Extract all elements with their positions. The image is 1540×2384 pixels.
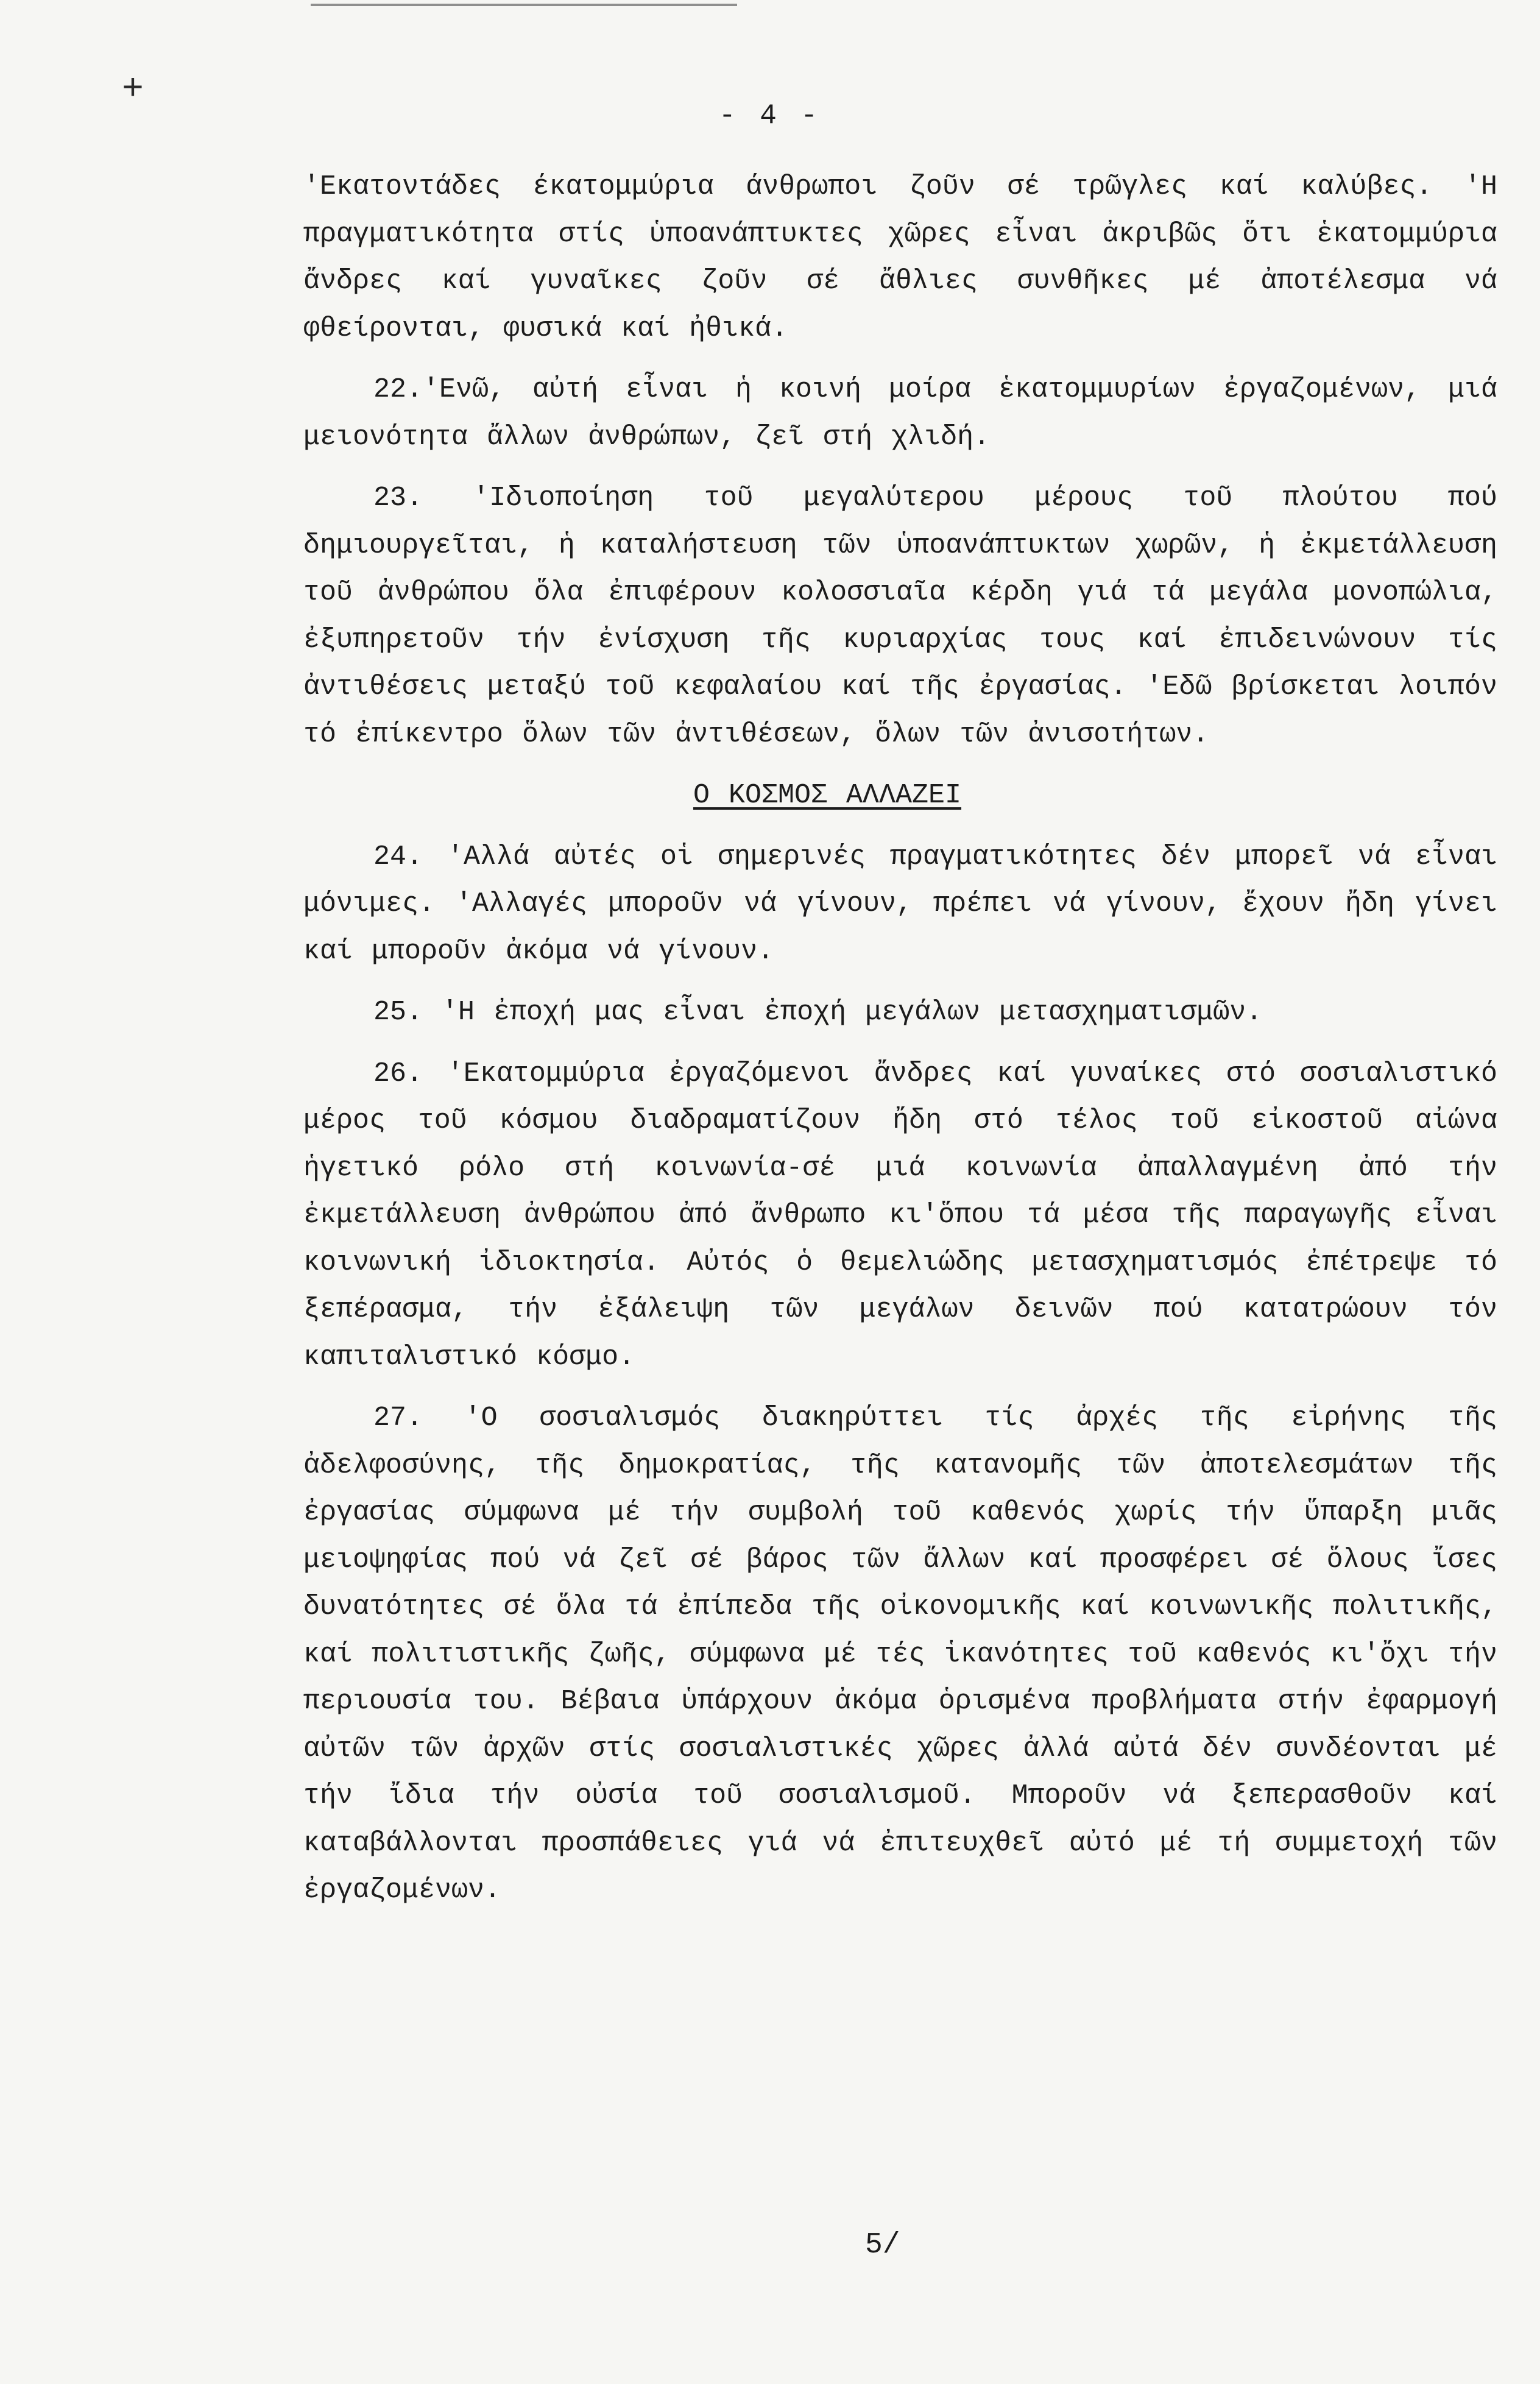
paragraph-23: 23. 'Ιδιοποίηση τοῦ μεγαλύτερου μέρους τοῦ πλούτου πού δημιουργεῖται, ἡ καταλήστευση τῶν ὑποανάπτυκτων χωρῶν, ἡ ἐκμετάλλευση τοῦ ἀνθρώπου ὅλα ἐπιφέρουν κολοσσιαῖα κέρδη γιά τά μεγάλα μονοπώλια, ἐξυπηρετοῦν τήν ἐνίσχυση τῆς κυριαρχίας τους καί ἐπιδεινώνουν τίς ἀντιθέσεις μεταξύ τοῦ κεφαλαίου καί τῆς ἐργασίας. 'Εδῶ βρίσκεται λοιπόν τό ἐπίκεντρο ὅλων τῶν ἀντιθέσεων, ὅλων τῶν ἀνισοτήτων.: [303, 483, 1497, 750]
top-rule-divider: [311, 4, 737, 6]
section-heading: Ο ΚΟΣΜΟΣ ΑΛΛΑΖΕΙ: [693, 780, 962, 811]
paragraph-26: 26. 'Εκατομμύρια ἐργαζόμενοι ἄνδρες καί γυναίκες στό σοσιαλιστικό μέρος τοῦ κόσμου διαδραματίζουν ἤδη στό τέλος τοῦ εἰκοστοῦ αἰώνα ἡγετικό ρόλο στή κοινωνία-σέ μιά κοινωνία ἀπαλλαγμένη ἀπό τήν ἐκμετάλλευση ἀνθρώπου ἀπό ἄνθρωπο κι'ὅπου τά μέσα τῆς παραγωγῆς εἶναι κοινωνική ἰδιοκτησία. Αὐτός ὁ θεμελιώδης μετασχηματισμός ἐπέτρεψε τό ξεπέρασμα, τήν ἐξάλειψη τῶν μεγάλων δεινῶν πού κατατρώουν τόν καπιταλιστικό κόσμο.: [303, 1058, 1497, 1373]
page-number: - 4 -: [719, 100, 822, 132]
paragraph-intro: 'Εκατοντάδες έκατομμύρια άνθρωποι ζοῦν σέ τρῶγλες καί καλύβες. 'Η πραγματικότητα στίς ὑποανάπτυκτες χῶρες εἶναι ἀκριβῶς ὅτι ἑκατομμύρια ἄνδρες καί γυναῖκες ζοῦν σέ ἄθλιες συνθῆκες μέ ἀποτέλεσμα νά φθείρονται, φυσικά καί ἠθικά.: [303, 171, 1497, 344]
next-page-marker: 5/: [865, 2229, 900, 2262]
document-body: [303, 163, 1497, 1928]
paragraph-24: 24. 'Αλλά αὐτές οἱ σημερινές πραγματικότητες δέν μπορεῖ νά εἶναι μόνιμες. 'Αλλαγές μποροῦν νά γίνουν, πρέπει νά γίνουν, ἔχουν ἤδη γίνει καί μποροῦν ἀκόμα νά γίνουν.: [303, 841, 1497, 967]
paragraph-25: 25. 'Η ἐποχή μας εἶναι ἐποχή μεγάλων μετασχηματισμῶν.: [373, 997, 1263, 1028]
paragraph-22: 22.'Ενῶ, αὐτή εἶναι ἡ κοινή μοίρα ἑκατομμυρίων ἐργαζομένων, μιά μειονότητα ἄλλων ἀνθρώπων, ζεῖ στή χλιδή.: [303, 374, 1497, 453]
paragraph-27: 27. 'Ο σοσιαλισμός διακηρύττει τίς ἀρχές τῆς εἰρήνης τῆς ἀδελφοσύνης, τῆς δημοκρατίας, τῆς κατανομῆς τῶν ἀποτελεσμάτων τῆς ἐργασίας σύμφωνα μέ τήν συμβολή τοῦ καθενός χωρίς τήν ὕπαρξη μιᾶς μειοψηφίας πού νά ζεῖ σέ βάρος τῶν ἄλλων καί προσφέρει σέ ὅλους ἴσες δυνατότητες σέ ὅλα τά ἐπίπεδα τῆς οἰκονομικῆς καί κοινωνικῆς πολιτικῆς, καί πολιτιστικῆς ζωῆς, σύμφωνα μέ τές ἱκανότητες τοῦ καθενός κι'ὄχι τήν περιουσία του. Βέβαια ὑπάρχουν ἀκόμα ὁρισμένα προβλήματα στήν ἐφαρμογή αὐτῶν τῶν ἀρχῶν στίς σοσιαλιστικές χῶρες ἀλλά αὐτά δέν συνδέονται μέ τήν ἴδια τήν οὐσία τοῦ σοσιαλισμοῦ. Μποροῦν νά ξεπερασθοῦν καί καταβάλλονται προσπάθειες γιά νά ἐπιτευχθεῖ αὐτό μέ τή συμμετοχή τῶν ἐργαζομένων.: [303, 1402, 1497, 1906]
margin-mark: +: [122, 69, 144, 111]
